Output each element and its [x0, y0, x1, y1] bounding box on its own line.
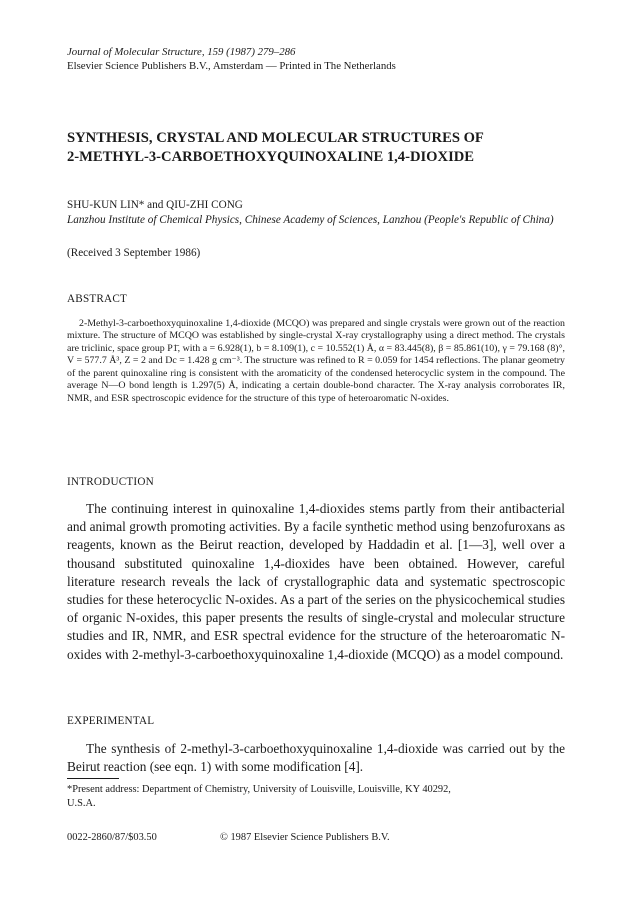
journal-citation: Journal of Molecular Structure, 159 (1987) 279–286	[67, 46, 296, 58]
footnote	[67, 783, 565, 810]
introduction-heading: INTRODUCTION	[67, 476, 154, 488]
journal-publisher: Elsevier Science Publishers B.V., Amsterdam — Printed in The Netherlands	[67, 60, 396, 72]
footnote-line-2: U.S.A.	[67, 797, 96, 809]
article-title-line-1: SYNTHESIS, CRYSTAL AND MOLECULAR STRUCTURES OF	[67, 130, 484, 146]
price-code: 0022-2860/87/$03.50	[67, 832, 157, 843]
experimental-text: The synthesis of 2-methyl-3-carboethoxyquinoxaline 1,4-dioxide was carried out by the Beirut reaction (see eqn. 1) with some modification [4].	[67, 741, 565, 775]
introduction-text: The continuing interest in quinoxaline 1,4-dioxides stems partly from their antibacterial and animal growth promoting activities. By a facile synthetic method using benzofuroxans as reagents, known as the Beirut reaction, developed by Haddadin et al. [1—3], well over a thousand substituted quinoxaline 1,4-dioxides have been obtained. However, careful literature research reveals the lack of crystallographic data and systematic spectroscopic studies for these heterocyclic N-oxides. As a part of the series on the physicochemical studies of organic N-oxides, this paper presents the results of single-crystal and molecular structure studies and IR, NMR, and ESR spectral evidence for the structure of the heteroaromatic N-oxides with 2-methyl-3-carboethoxyquinoxaline 1,4-dioxide (MCQO) as a model compound.	[67, 501, 565, 662]
article-authors: SHU-KUN LIN* and QIU-ZHI CONG	[67, 199, 243, 211]
journal-header	[67, 45, 565, 73]
abstract-heading: ABSTRACT	[67, 293, 128, 305]
article-title	[67, 129, 565, 166]
footnote-divider	[67, 778, 119, 779]
abstract-text: 2-Methyl-3-carboethoxyquinoxaline 1,4-dioxide (MCQO) was prepared and single crystals were grown out of the reaction mixture. The structure of MCQO was established by single-crystal X-ray crystallography using a direct method. The crystals are triclinic, space group P1̄, with a = 6.928(1), b = 8.109(1), c = 10.552(1) Å, α = 83.445(8), β = 85.861(10), γ = 79.168 (8)°, V = 577.7 Å³, Z = 2 and Dc = 1.428 g cm⁻³. The structure was refined to R = 0.059 for 1454 reflections. The planar geometry of the parent quinoxaline ring is consistent with the aromaticity of the condensed heterocyclic system in the compound. The average N—O bond length is 1.297(5) Å, indicating a certain double-bond character. The X-ray analysis corroborates IR, NMR, and ESR spectroscopic evidence for the structure of this type of heteroaromatic N-oxides.	[67, 318, 565, 404]
article-affiliation: Lanzhou Institute of Chemical Physics, Chinese Academy of Sciences, Lanzhou (People's Republic of China)	[67, 214, 554, 226]
page-footer	[67, 831, 565, 845]
article-received-date: (Received 3 September 1986)	[67, 247, 201, 259]
footnote-line-1: *Present address: Department of Chemistry, University of Louisville, Louisville, KY 40292,	[67, 784, 451, 795]
article-title-line-2: 2-METHYL-3-CARBOETHOXYQUINOXALINE 1,4-DIOXIDE	[67, 148, 475, 165]
copyright-notice: © 1987 Elsevier Science Publishers B.V.	[220, 832, 390, 843]
experimental-heading: EXPERIMENTAL	[67, 715, 155, 727]
